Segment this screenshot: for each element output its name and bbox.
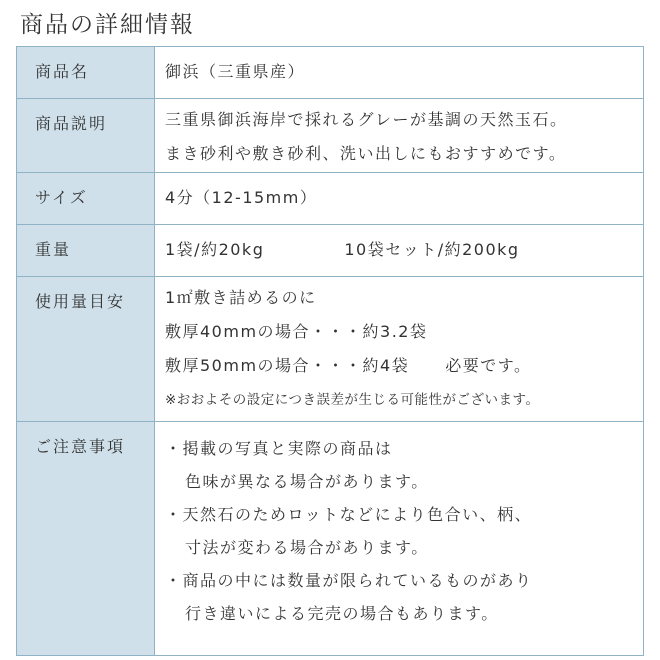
notes-item-1-cont: 色味が異なる場合があります。 — [185, 472, 429, 491]
size-text: 4分（12-15mm） — [165, 188, 318, 207]
weight-line — [165, 233, 643, 267]
table-row-usage — [17, 277, 644, 422]
weight-set: 10袋セット/約200kg — [344, 240, 520, 259]
usage-line-1: 1㎡敷き詰めるのに — [165, 288, 317, 307]
notes-item-2: ・天然石のためロットなどにより色合い、柄、 — [165, 505, 533, 524]
label-usage: 使用量目安 — [17, 277, 155, 422]
value-notes — [155, 422, 644, 656]
usage-line-3-suffix: 必要です。 — [445, 356, 532, 375]
usage-line-3-text: 敷厚50mmの場合・・・約4袋 — [165, 356, 410, 375]
label-notes: ご注意事項 — [17, 422, 155, 656]
notes-item-3-cont: 行き違いによる完売の場合もあります。 — [185, 604, 499, 623]
label-size: サイズ — [17, 173, 155, 225]
value-size — [155, 173, 644, 225]
usage-note: ※おおよその設定につき誤差が生じる可能性がございます。 — [165, 392, 540, 408]
value-usage — [155, 277, 644, 422]
table-row-notes — [17, 422, 644, 656]
value-weight — [155, 225, 644, 277]
label-product-name: 商品名 — [17, 47, 155, 99]
notes-item-2-cont: 寸法が変わる場合があります。 — [185, 538, 429, 557]
description-line-2: まき砂利や敷き砂利、洗い出しにもおすすめです。 — [165, 144, 567, 163]
value-product-name — [155, 47, 644, 99]
page-title: 商品の詳細情報 — [20, 12, 195, 38]
label-weight: 重量 — [17, 225, 155, 277]
table-row-weight — [17, 225, 644, 277]
notes-item-3: ・商品の中には数量が限られているものがあり — [165, 571, 533, 590]
weight-single-bag: 1袋/約20kg — [165, 240, 265, 259]
notes-item-1: ・掲載の写真と実際の商品は — [165, 439, 393, 458]
usage-line-2: 敷厚40mmの場合・・・約3.2袋 — [165, 322, 428, 341]
product-name-text: 御浜（三重県産） — [165, 62, 306, 81]
table-row-size — [17, 173, 644, 225]
table-row-description — [17, 99, 644, 173]
label-description: 商品説明 — [17, 99, 155, 173]
table-row-product-name — [17, 47, 644, 99]
value-description — [155, 99, 644, 173]
usage-line-3 — [165, 349, 643, 383]
product-details-table — [16, 46, 644, 656]
description-line-1: 三重県御浜海岸で採れるグレーが基調の天然玉石。 — [165, 110, 568, 129]
